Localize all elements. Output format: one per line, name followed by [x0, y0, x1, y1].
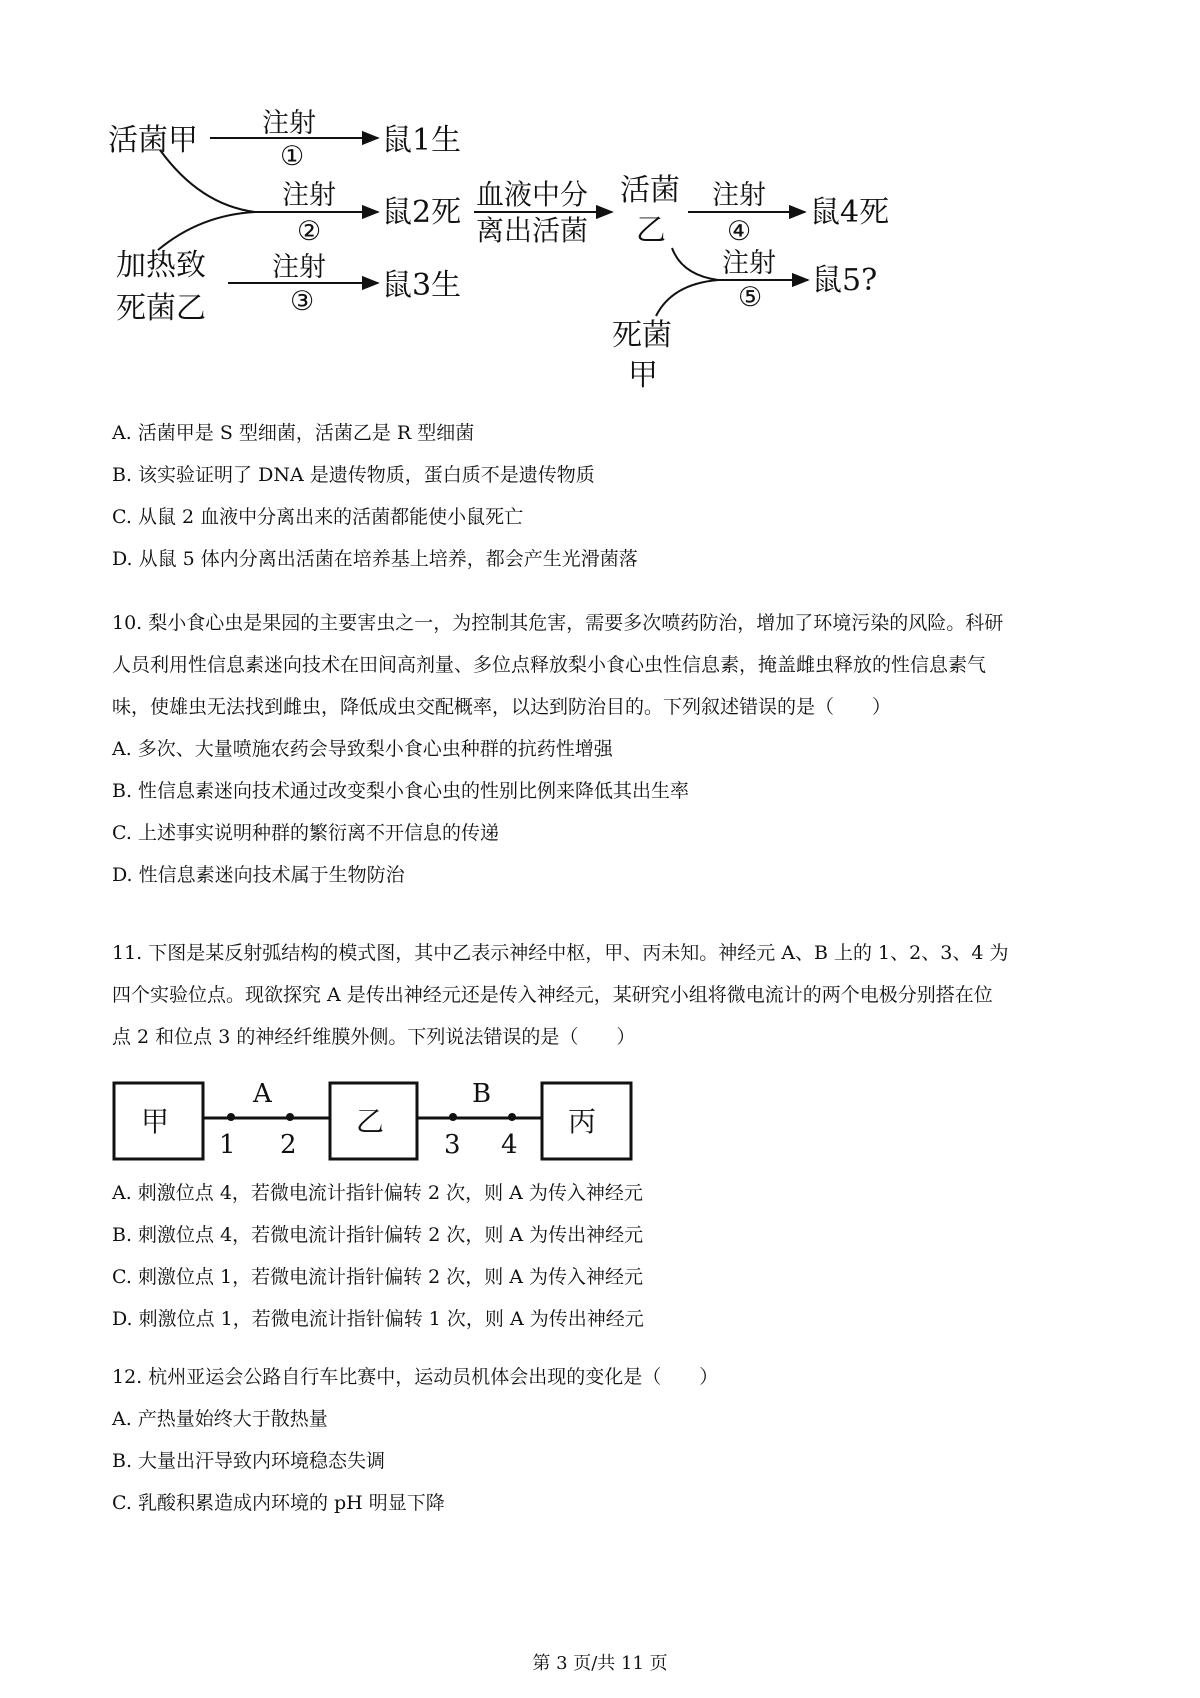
q10-option-a: A. 多次、大量喷施农药会导致梨小食心虫种群的抗药性增强: [112, 738, 613, 760]
neuron-a-label: A: [253, 1079, 272, 1109]
question-11-options: [112, 1172, 1102, 1340]
label-live-bacteria-b-line2: 乙: [636, 213, 666, 248]
q12-option-c: C. 乳酸积累造成内环境的 pH 明显下降: [112, 1492, 445, 1514]
q10-option-c: C. 上述事实说明种群的繁衍离不开信息的传递: [112, 822, 499, 844]
box-bing: [542, 1083, 631, 1159]
label-dead-bacteria-a-line2: 甲: [628, 358, 658, 393]
q11-stem-line-1: 11. 下图是某反射弧结构的模式图，其中乙表示神经中枢，甲、丙未知。神经元 A、B 上的 1、2、3、4 为: [112, 942, 1009, 964]
q11-stem-line-2: 四个实验位点。现欲探究 A 是传出神经元还是传入神经元，某研究小组将微电流计的两个电极分别搭在位: [112, 984, 993, 1006]
curve-live-b-to-mix: [672, 248, 718, 280]
label-step-3: ③: [290, 286, 315, 317]
label-mouse-3: 鼠3生: [382, 268, 462, 303]
label-step-1: ①: [280, 141, 305, 172]
page-number-footer: 第 3 页/共 11 页: [532, 1653, 668, 1674]
q10-stem-line-1: 10. 梨小食心虫是果园的主要害虫之一，为控制其危害，需要多次喷药防治，增加了环境污染的风险。科研: [112, 612, 1004, 634]
point-1-label: 1: [219, 1130, 236, 1160]
label-inject-4: 注射: [712, 180, 766, 211]
label-separate-line1: 血液中分: [476, 178, 589, 211]
box-yi: [330, 1083, 417, 1159]
q10-stem-line-2: 人员利用性信息素迷向技术在田间高剂量、多位点释放梨小食心虫性信息素，掩盖雌虫释放的性信息素气: [112, 654, 987, 676]
question-10: [112, 602, 1102, 896]
q12-option-b: B. 大量出汗导致内环境稳态失调: [112, 1450, 386, 1472]
curve-dead-b-to-mix: [158, 212, 255, 250]
question-12: [112, 1356, 1102, 1524]
label-separate-line2: 离出活菌: [476, 214, 589, 247]
q11-option-b: B. 刺激位点 4，若微电流计指针偏转 2 次，则 A 为传出神经元: [112, 1224, 644, 1246]
question-11: [112, 932, 1102, 1058]
point-3: [449, 1113, 457, 1121]
q11-option-d: D. 刺激位点 1，若微电流计指针偏转 1 次，则 A 为传出神经元: [112, 1308, 644, 1330]
label-mouse-5: 鼠5?: [812, 263, 878, 298]
q10-option-d: D. 性信息素迷向技术属于生物防治: [112, 864, 405, 886]
box-jia-label: 甲: [141, 1105, 170, 1138]
q9-option-b: B. 该实验证明了 DNA 是遗传物质，蛋白质不是遗传物质: [112, 464, 595, 486]
q9-option-a: A. 活菌甲是 S 型细菌，活菌乙是 R 型细菌: [112, 422, 475, 444]
box-yi-label: 乙: [356, 1105, 385, 1138]
label-mouse-4: 鼠4死: [810, 195, 890, 230]
point-4: [508, 1113, 516, 1121]
point-2: [286, 1113, 294, 1121]
q11-option-a: A. 刺激位点 4，若微电流计指针偏转 2 次，则 A 为传入神经元: [112, 1182, 643, 1204]
neuron-b-label: B: [472, 1079, 492, 1109]
q9-option-c: C. 从鼠 2 血液中分离出来的活菌都能使小鼠死亡: [112, 506, 524, 528]
label-step-4: ④: [727, 216, 752, 247]
curve-dead-a-to-mix: [656, 280, 718, 316]
label-inject-3: 注射: [272, 252, 326, 283]
q12-option-a: A. 产热量始终大于散热量: [112, 1408, 328, 1430]
q10-stem-line-3: 味，使雄虫无法找到雌虫，降低成虫交配概率，以达到防治目的。下列叙述错误的是（ ）: [112, 696, 892, 718]
point-3-label: 3: [444, 1130, 461, 1160]
bacteria-experiment-diagram: [0, 0, 1200, 400]
label-mouse-2: 鼠2死: [382, 195, 462, 230]
label-inject-2: 注射: [282, 180, 336, 211]
box-jia: [114, 1083, 203, 1159]
label-step-5: ⑤: [738, 282, 763, 313]
label-inject-5: 注射: [722, 248, 776, 279]
point-4-label: 4: [501, 1130, 518, 1160]
question-9-options: [112, 412, 1102, 580]
label-live-bacteria-a: 活菌甲: [108, 123, 198, 158]
label-step-2: ②: [297, 216, 322, 247]
point-1: [227, 1113, 235, 1121]
label-heat-killed-b-line1: 加热致: [116, 248, 206, 283]
curve-live-a-to-mix: [160, 150, 255, 212]
box-bing-label: 丙: [568, 1105, 597, 1138]
label-dead-bacteria-a-line1: 死菌: [612, 318, 672, 353]
q11-option-c: C. 刺激位点 1，若微电流计指针偏转 2 次，则 A 为传入神经元: [112, 1266, 644, 1288]
q9-option-d: D. 从鼠 5 体内分离出活菌在培养基上培养，都会产生光滑菌落: [112, 548, 638, 570]
label-inject-1: 注射: [262, 108, 316, 139]
label-heat-killed-b-line2: 死菌乙: [116, 291, 206, 326]
label-live-bacteria-b-line1: 活菌: [620, 173, 680, 208]
q10-option-b: B. 性信息素迷向技术通过改变梨小食心虫的性别比例来降低其出生率: [112, 780, 690, 802]
q11-stem-line-3: 点 2 和位点 3 的神经纤维膜外侧。下列说法错误的是（ ）: [112, 1026, 636, 1048]
label-mouse-1: 鼠1生: [382, 123, 462, 158]
q12-stem-line-1: 12. 杭州亚运会公路自行车比赛中，运动员机体会出现的变化是（ ）: [112, 1366, 719, 1388]
point-2-label: 2: [280, 1130, 297, 1160]
